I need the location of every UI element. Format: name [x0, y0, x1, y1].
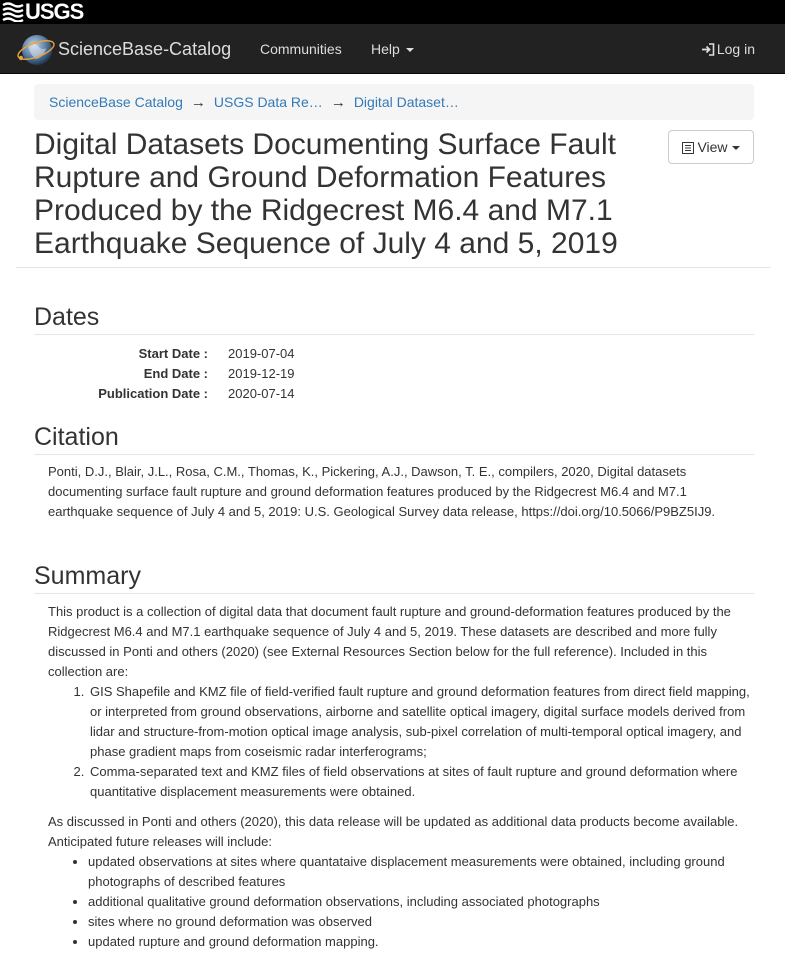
page-title: Digital Datasets Documenting Surface Fault Rupture and Ground Deformation Features Produced by the Ridgecrest M6.4 and M7.1 Earthquake Sequence of July 4 and 5, 2019	[34, 128, 618, 260]
usgs-wave-icon	[2, 2, 24, 22]
breadcrumb-item[interactable]: Digital Dataset…	[353, 94, 459, 110]
view-button-label: View	[697, 139, 728, 155]
usgs-logo-text: USGS	[25, 0, 84, 24]
future-releases-intro: As discussed in Ponti and others (2020), this data release will be updated as additional data products become available. Anticipated future releases will include:	[48, 814, 739, 849]
chevron-down-icon	[732, 146, 740, 150]
title-divider	[16, 267, 771, 268]
date-row	[34, 384, 434, 404]
future-releases-list	[88, 852, 753, 952]
nav-help-label: Help	[371, 41, 400, 57]
breadcrumb	[34, 84, 754, 120]
chevron-down-icon	[406, 48, 414, 52]
date-value: 2019-12-19	[228, 366, 295, 381]
citation-text: Ponti, D.J., Blair, J.L., Rosa, C.M., Thomas, K., Pickering, A.J., Dawson, T. E., compilers, 2020, Digital datasets documenting surface fault rupture and ground deformation features produced by the Ridgecrest M6.4 and M7.1 earthquake sequence of July 4 and 5, 2019: U.S. Geological Survey data release, https://doi.org/10.5066/P9BZ5IJ9.	[48, 464, 716, 519]
list-item: • updated observations at sites where quantataive displacement measurements were obtained, including ground photographs of described features	[88, 852, 753, 892]
view-dropdown-button[interactable]	[668, 130, 754, 164]
date-label: Publication Date :	[98, 386, 208, 401]
nav-help[interactable]	[371, 24, 414, 74]
dates-heading: Dates	[34, 302, 754, 335]
date-value: 2020-07-14	[228, 386, 295, 401]
summary-intro: This product is a collection of digital data that document fault rupture and ground-deformation features produced by the Ridgecrest M6.4 and M7.1 earthquake sequence of July 4 and 5, 2019. These datasets are described and more fully discussed in Ponti and others (2020) (see External Resources Section below for the full reference). Included in this collection are:	[48, 604, 731, 679]
list-item: • sites where no ground deformation was observed	[88, 912, 753, 932]
date-row	[34, 344, 434, 364]
usgs-identity-bar	[0, 0, 785, 24]
brand-link[interactable]	[16, 24, 231, 74]
list-item: • updated rupture and ground deformation mapping.	[88, 932, 753, 952]
date-value: 2019-07-04	[228, 346, 295, 361]
nav-communities[interactable]: Communities	[260, 41, 342, 57]
brand-name: ScienceBase-Catalog	[58, 38, 232, 59]
login-label: Log in	[716, 41, 755, 57]
dates-table	[34, 344, 434, 404]
breadcrumb-separator: →	[330, 94, 346, 111]
login-link[interactable]	[701, 24, 755, 74]
list-item: 2. Comma-separated text and KMZ files of field observations at sites of fault rupture and ground deformation where quantitative displacement measurements were obtained.	[88, 762, 753, 802]
sign-in-icon	[701, 43, 715, 56]
list-item: • additional qualitative ground deformation observations, including associated photographs	[88, 892, 753, 912]
collection-list	[88, 682, 753, 802]
date-label: End Date :	[143, 366, 208, 381]
top-navbar	[0, 24, 785, 74]
breadcrumb-item[interactable]: USGS Data Re…	[213, 94, 323, 110]
usgs-logo[interactable]	[2, 0, 83, 24]
citation-heading: Citation	[34, 422, 754, 455]
breadcrumb-item[interactable]: ScienceBase Catalog	[49, 94, 183, 110]
list-item: 1. GIS Shapefile and KMZ file of field-verified fault rupture and ground deformation features from direct field mapping, or interpreted from ground observations, airborne and satellite optical imagery, digital surface models derived from lidar and structure-from-motion optical image analysis, sub-pixel correlation of multi-temporal optical imagery, and phase gradient maps from coseismic radar interferograms;	[88, 682, 753, 762]
date-row	[34, 364, 434, 384]
globe-icon	[16, 29, 56, 69]
date-label: Start Date :	[138, 346, 208, 361]
breadcrumb-separator: →	[190, 94, 206, 111]
summary-heading: Summary	[34, 561, 754, 594]
list-icon	[682, 142, 694, 154]
